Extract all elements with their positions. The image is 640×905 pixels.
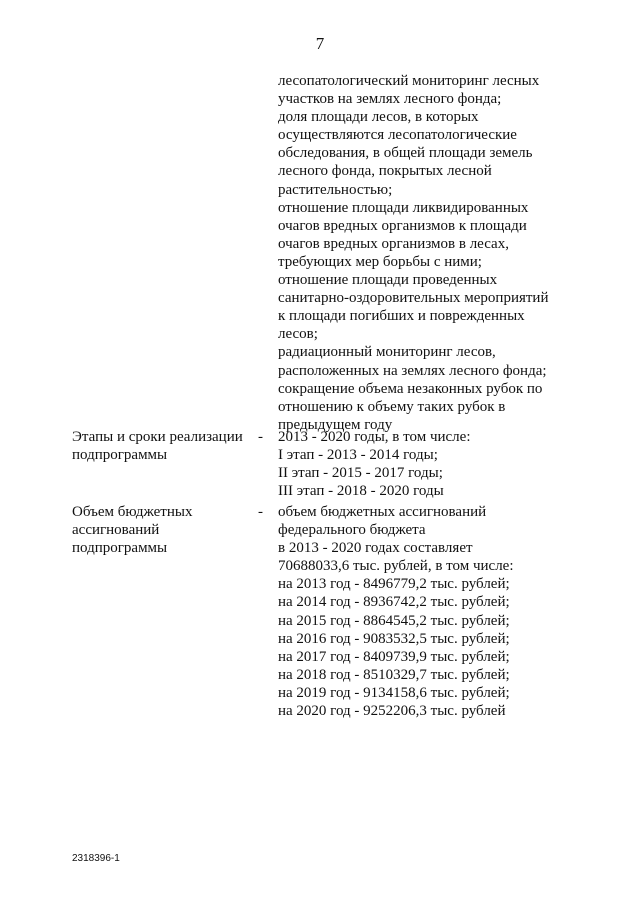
indicator-line: лесопатологический мониторинг лесных <box>278 73 540 89</box>
budget-label: Объем бюджетных ассигнований подпрограммы <box>72 504 193 557</box>
indicator-line: сокращение объема незаконных рубок по <box>278 380 543 397</box>
budget-line: федерального бюджета <box>278 522 426 539</box>
indicator-line: осуществляются лесопатологические <box>278 127 517 144</box>
budget-line: на 2018 год - 8510329,7 тыс. рублей; <box>278 666 510 683</box>
indicator-line: радиационный мониторинг лесов, <box>278 344 496 361</box>
indicator-line: обследования, в общей площади земель <box>278 145 533 162</box>
indicator-line: требующих мер борьбы с ними; <box>278 253 482 270</box>
stage-line: 2013 - 2020 годы, в том числе: <box>278 429 471 445</box>
indicator-line: очагов вредных организмов к площади <box>278 217 527 234</box>
budget-line: в 2013 - 2020 годах составляет <box>278 540 473 557</box>
budget-line: на 2019 год - 9134158,6 тыс. рублей; <box>278 684 510 701</box>
stage-line: I этап - 2013 - 2014 годы; <box>278 447 438 464</box>
indicator-line: лесного фонда, покрытых лесной <box>278 163 492 180</box>
budget-dash: - <box>258 504 263 520</box>
indicator-line: отношению к объему таких рубок в <box>278 398 506 415</box>
page-number: 7 <box>315 34 325 53</box>
stage-line: III этап - 2018 - 2020 годы <box>278 483 444 500</box>
budget-line: на 2017 год - 8409739,9 тыс. рублей; <box>278 648 510 665</box>
indicator-line: отношение площади ликвидированных <box>278 199 529 216</box>
budget-line: на 2014 год - 8936742,2 тыс. рублей; <box>278 594 510 611</box>
stages-dash: - <box>258 429 263 445</box>
indicator-line: растительностью; <box>278 181 393 198</box>
budget-line: объем бюджетных ассигнований <box>278 504 487 520</box>
indicators-lines <box>278 72 588 434</box>
budget-line: 70688033,6 тыс. рублей, в том числе: <box>278 558 514 575</box>
document-code: 2318396-1 <box>72 853 120 864</box>
indicator-line: лесов; <box>278 326 318 343</box>
indicator-line: предыдущем году <box>278 416 393 433</box>
stages-label: Этапы и сроки реализации подпрограммы <box>72 429 243 464</box>
budget-lines <box>278 503 588 720</box>
budget-line: на 2013 год - 8496779,2 тыс. рублей; <box>278 576 510 593</box>
budget-line: на 2016 год - 9083532,5 тыс. рублей; <box>278 630 510 647</box>
indicator-line: отношение площади проведенных <box>278 272 498 289</box>
indicator-line: участков на землях лесного фонда; <box>278 91 502 108</box>
indicator-line: санитарно-оздоровительных мероприятий <box>278 290 549 307</box>
indicator-line: доля площади лесов, в которых <box>278 109 479 126</box>
indicator-line: расположенных на землях лесного фонда; <box>278 362 547 379</box>
budget-line: на 2020 год - 9252206,3 тыс. рублей <box>278 703 506 720</box>
budget-line: на 2015 год - 8864545,2 тыс. рублей; <box>278 612 510 629</box>
indicator-line: очагов вредных организмов в лесах, <box>278 235 509 252</box>
stages-lines <box>278 428 588 500</box>
stage-line: II этап - 2015 - 2017 годы; <box>278 465 443 482</box>
indicator-line: к площади погибших и поврежденных <box>278 308 525 325</box>
